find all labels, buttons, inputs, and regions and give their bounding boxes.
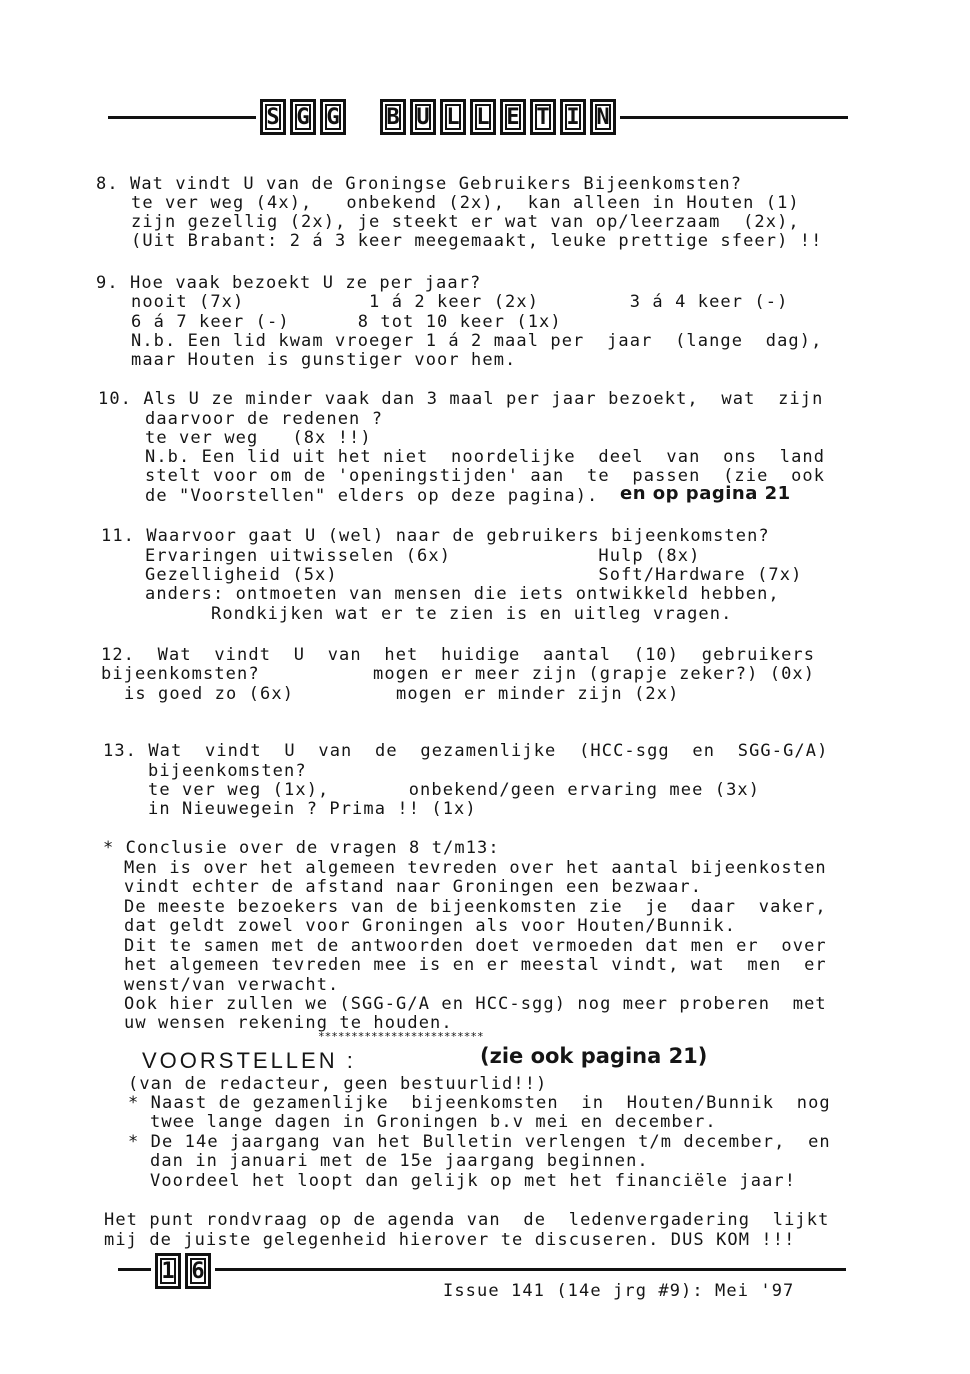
voorstellen-line: * De 14e jaargang van het Bulletin verlengen t/m december, en [128, 1132, 831, 1152]
conclusion-line: het algemeen tevreden mee is en er meestal vindt, wat men er [124, 955, 827, 975]
q11-line: Ervaringen uitwisselen (6x) Hulp (8x) [145, 546, 701, 566]
conclusion-line: dat geldt zowel voor Groningen als voor Houten/Bunnik. [124, 916, 737, 936]
voorstellen-line: twee lange dagen in Groningen b.v mei en december. [150, 1112, 717, 1132]
q9-line: 6 á 7 keer (-) 8 tot 10 keer (1x) [131, 312, 562, 332]
voorstellen-line: (van de redacteur, geen bestuurlid!!) [128, 1074, 548, 1094]
q13-line: 13. Wat vindt U van de gezamenlijke (HCC-sgg en SGG-G/A) [103, 741, 829, 761]
q10-line: stelt voor om de 'openingstijden' aan te passen (zie ook [145, 466, 826, 486]
q12-line: bijeenkomsten? mogen er meer zijn (grapje zeker?) (0x) [101, 664, 816, 684]
q13-line: bijeenkomsten? [148, 761, 307, 781]
logo-letter: G [320, 99, 346, 135]
page-digit: 1 [155, 1253, 181, 1289]
q10-line: 10. Als U ze minder vaak dan 3 maal per jaar bezoekt, wat zijn [98, 389, 824, 409]
voorstellen-line: dan in januari met de 15e jaargang beginnen. [150, 1151, 649, 1171]
q10-line: de "Voorstellen" elders op deze pagina). [145, 486, 599, 506]
q13-line: te ver weg (1x), onbekend/geen ervaring mee (3x) [148, 780, 761, 800]
q9-line: 9. Hoe vaak bezoekt U ze per jaar? [96, 273, 482, 293]
q10-line: N.b. Een lid uit het niet noordelijke deel van ons land [145, 447, 826, 467]
logo-letter: T [530, 99, 556, 135]
conclusion-line: Men is over het algemeen tevreden over het aantal bijeenkosten [124, 858, 827, 878]
closing-line: mij de juiste gelegenheid hierover te discuseren. DUS KOM !!! [104, 1230, 796, 1250]
closing-line: Het punt rondvraag op de agenda van de ledenvergadering lijkt [104, 1210, 830, 1230]
q10-line: daarvoor de redenen ? [145, 409, 384, 429]
logo-letter: B [380, 99, 406, 135]
issue-info: Issue 141 (14e jrg #9): Mei '97 [443, 1281, 795, 1301]
q9-line: nooit (7x) 1 á 2 keer (2x) 3 á 4 keer (-) [131, 292, 789, 312]
logo-letter: S [260, 99, 286, 135]
q11-line: 11. Waarvoor gaat U (wel) naar de gebruikers bijeenkomsten? [101, 526, 770, 546]
q11-line: Gezelligheid (5x) Soft/Hardware (7x) [145, 565, 803, 585]
conclusion-line: Ook hier zullen we (SGG-G/A en HCC-sgg) nog meer proberen met [124, 994, 827, 1014]
q8-line: zijn gezellig (2x), je steekt er wat van op/leerzaam (2x), [131, 212, 800, 232]
conclusion-line: vindt echter de afstand naar Groningen een bezwaar. [124, 877, 703, 897]
sgg-bulletin-logo [256, 99, 620, 135]
logo-letter: U [410, 99, 436, 135]
footer-rule [118, 1268, 846, 1271]
conclusion-heading: * Conclusie over de vragen 8 t/m13: [103, 838, 500, 858]
q12-line: 12. Wat vindt U van het huidige aantal (10) gebruikers [101, 645, 816, 665]
q8-line: 8. Wat vindt U van de Groningse Gebruikers Bijeenkomsten? [96, 174, 743, 194]
q9-line: N.b. Een lid kwam vroeger 1 á 2 maal per jaar (lange dag), [131, 331, 823, 351]
logo-letter: N [590, 99, 616, 135]
handwritten-note: (zie ook pagina 21) [480, 1044, 708, 1068]
voorstellen-line: * Naast de gezamenlijke bijeenkomsten in Houten/Bunnik nog [128, 1093, 831, 1113]
conclusion-line: wenst/van verwacht. [124, 975, 340, 995]
voorstellen-title: VOORSTELLEN : [142, 1048, 356, 1073]
q10-line: te ver weg (8x !!) [145, 428, 372, 448]
voorstellen-line: Voordeel het loopt dan gelijk op met het financiële jaar! [150, 1171, 797, 1191]
logo-letter: I [560, 99, 586, 135]
page-digit: 6 [185, 1253, 211, 1289]
q9-line: maar Houten is gunstiger voor hem. [131, 350, 517, 370]
q13-line: in Nieuwegein ? Prima !! (1x) [148, 799, 477, 819]
logo-letter: L [470, 99, 496, 135]
q11-line: anders: ontmoeten van mensen die iets ontwikkeld hebben, [145, 584, 780, 604]
logo-letter: L [440, 99, 466, 135]
conclusion-line: uw wensen rekening te houden. [124, 1013, 453, 1033]
q12-line: is goed zo (6x) mogen er minder zijn (2x) [124, 684, 680, 704]
handwritten-note: en op pagina 21 [620, 483, 791, 504]
conclusion-line: Dit te samen met de antwoorden doet vermoeden dat men er over [124, 936, 827, 956]
logo-letter: G [290, 99, 316, 135]
separator-stars: ************************* [318, 1030, 484, 1043]
q8-line: (Uit Brabant: 2 á 3 keer meegemaakt, leuke prettige sfeer) !! [131, 231, 823, 251]
logo-letter: E [500, 99, 526, 135]
q8-line: te ver weg (4x), onbekend (2x), kan alleen in Houten (1) [131, 193, 800, 213]
conclusion-line: De meeste bezoekers van de bijeenkomsten zie je daar vaker, [124, 897, 827, 917]
q11-line: Rondkijken wat er te zien is en uitleg vragen. [211, 604, 733, 624]
page-number [151, 1253, 215, 1289]
